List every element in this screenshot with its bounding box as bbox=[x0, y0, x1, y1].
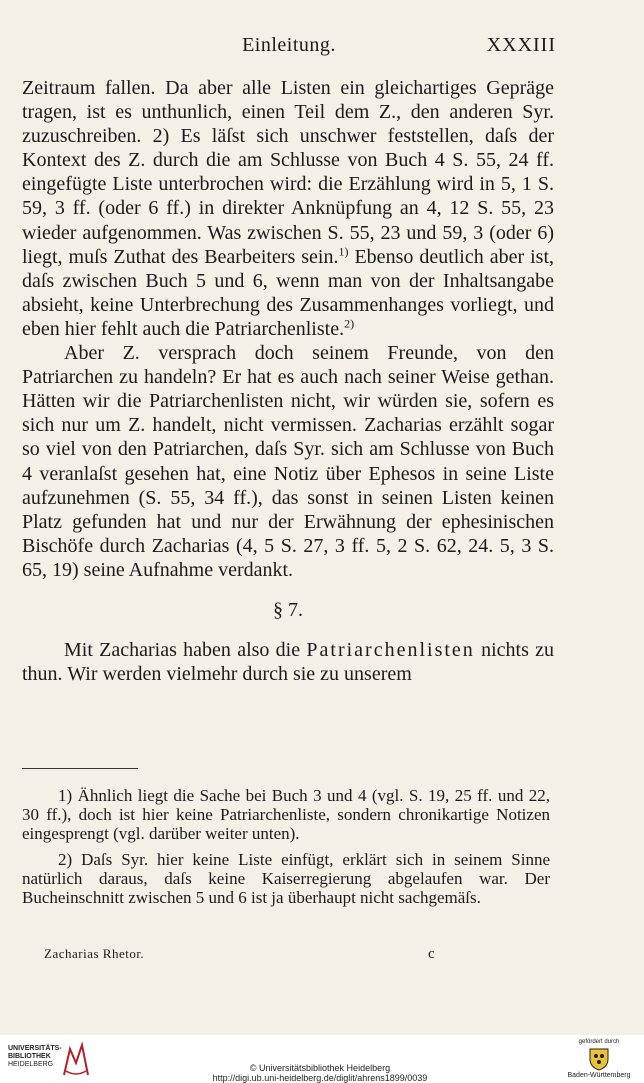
library-name-line1: UNIVERSITÄTS- bbox=[8, 1045, 62, 1052]
state-crest-icon bbox=[588, 1047, 610, 1071]
source-url-link[interactable]: http://digi.ub.uni-heidelberg.de/diglit/ahrens1899/0039 bbox=[212, 1073, 428, 1083]
library-name-line2: BIBLIOTHEK bbox=[8, 1053, 51, 1060]
digitization-footer bbox=[0, 1035, 644, 1083]
signature-line: Zacharias Rhetor. bbox=[44, 946, 145, 961]
paragraph-3 bbox=[22, 638, 554, 686]
paragraph-3-end: nichts zu thun. Wir werden vielmehr durch sie zu unserem bbox=[22, 639, 555, 686]
sponsor-state: Baden-Württemberg bbox=[567, 1072, 631, 1079]
sponsor-label: gefördert durch bbox=[578, 1039, 620, 1045]
paragraph-1b-text: Ebenso deutlich aber ist, daſs zwischen Buch 5 und 6, wenn man von der Inhaltsangabe absieht, keine Unterbrechung des Zusammenhanges vorliegt, und eben hier fehlt auch die Patriarchenliste. bbox=[22, 245, 555, 340]
footnote-ref-1: 1) bbox=[338, 244, 349, 258]
paragraph-1-text: Zeitraum fallen. Da aber alle Listen ein gleichartiges Gepräge tragen, ist es unthunlich, einen Teil dem Z., den anderen Syr. zuzuschreiben. 2) Es läſst sich unschwer feststellen, daſs der Kontext des Z. durch die am Schlusse von Buch 4 S. 55, 24 ff. eingefügte Liste unterbrochen wird: die Erzählung wird in 5, 1 S. 59, 3 ff. (oder 6 ff.) in direkter Anknüpfung an 4, 12 S. 55, 23 wieder aufgenommen. Was zwischen S. 55, 23 und 59, 3 (oder 6) liegt, muſs Zuthat des Bearbeiters sein. bbox=[22, 77, 554, 268]
main-text bbox=[22, 76, 554, 686]
section-heading: § 7. bbox=[273, 598, 303, 621]
signature-mark: c bbox=[428, 946, 435, 962]
footnotes bbox=[22, 786, 550, 914]
sponsor-block bbox=[564, 1039, 634, 1079]
paragraph-3-start: Mit Zacharias haben also die bbox=[64, 639, 301, 662]
spaced-term: Patriarchenlisten bbox=[306, 639, 475, 662]
running-header bbox=[22, 34, 556, 58]
copyright-block bbox=[170, 1063, 470, 1083]
running-title: Einleitung. bbox=[242, 34, 336, 56]
footnote-2: 2) Daſs Syr. hier keine Liste einfügt, erklärt sich in seinem Sinne natürlich daraus, daſs keine Kaiserregierung abgelaufen war. Der Bucheinschnitt zwischen 5 und 6 ist ja überhaupt nicht sachgemäſs. bbox=[22, 850, 550, 907]
footnote-1: 1) Ähnlich liegt die Sache bei Buch 3 und 4 (vgl. S. 19, 25 ff. und 22, 30 ff.), doch ist hier keine Patriarchenliste, sondern chronikartige Notizen eingesprengt (vgl. darüber weiter unten). bbox=[22, 786, 550, 843]
footnote-divider bbox=[22, 768, 138, 769]
library-name-line3: HEIDELBERG bbox=[8, 1061, 54, 1068]
footnote-ref-2: 2) bbox=[344, 316, 355, 331]
paragraph-2: Aber Z. versprach doch seinem Freunde, von den Patriarchen zu handeln? Er hat es auch nach seiner Weise gethan. Hätten wir die Patriarchenlisten nicht, wir würden sie, sofern es sich nur um Z. handelt, nicht vermissen. Zacharias erzählt sogar so viel von den Patriarchen, daſs Syr. sich am Schlusse von Buch 4 veranlaſst gesehen hat, eine Notiz über Ephesos in seine Liste aufzunehmen (S. 55, 34 ff.), das sonst in seinen Listen keinen Platz gefunden hat und nur der Erwähnung der ephesinischen Bischöfe durch Zacharias (4, 5 S. 27, 3 ff. 5, 2 S. 62, 24. 5, 3 S. 65, 19) seine Aufnahme verdankt. bbox=[22, 342, 554, 581]
paragraph-1 bbox=[22, 76, 554, 341]
page-number: XXXIII bbox=[486, 34, 556, 56]
copyright-text: © Universitätsbibliothek Heidelberg bbox=[249, 1063, 391, 1073]
library-seal-icon bbox=[60, 1041, 92, 1079]
